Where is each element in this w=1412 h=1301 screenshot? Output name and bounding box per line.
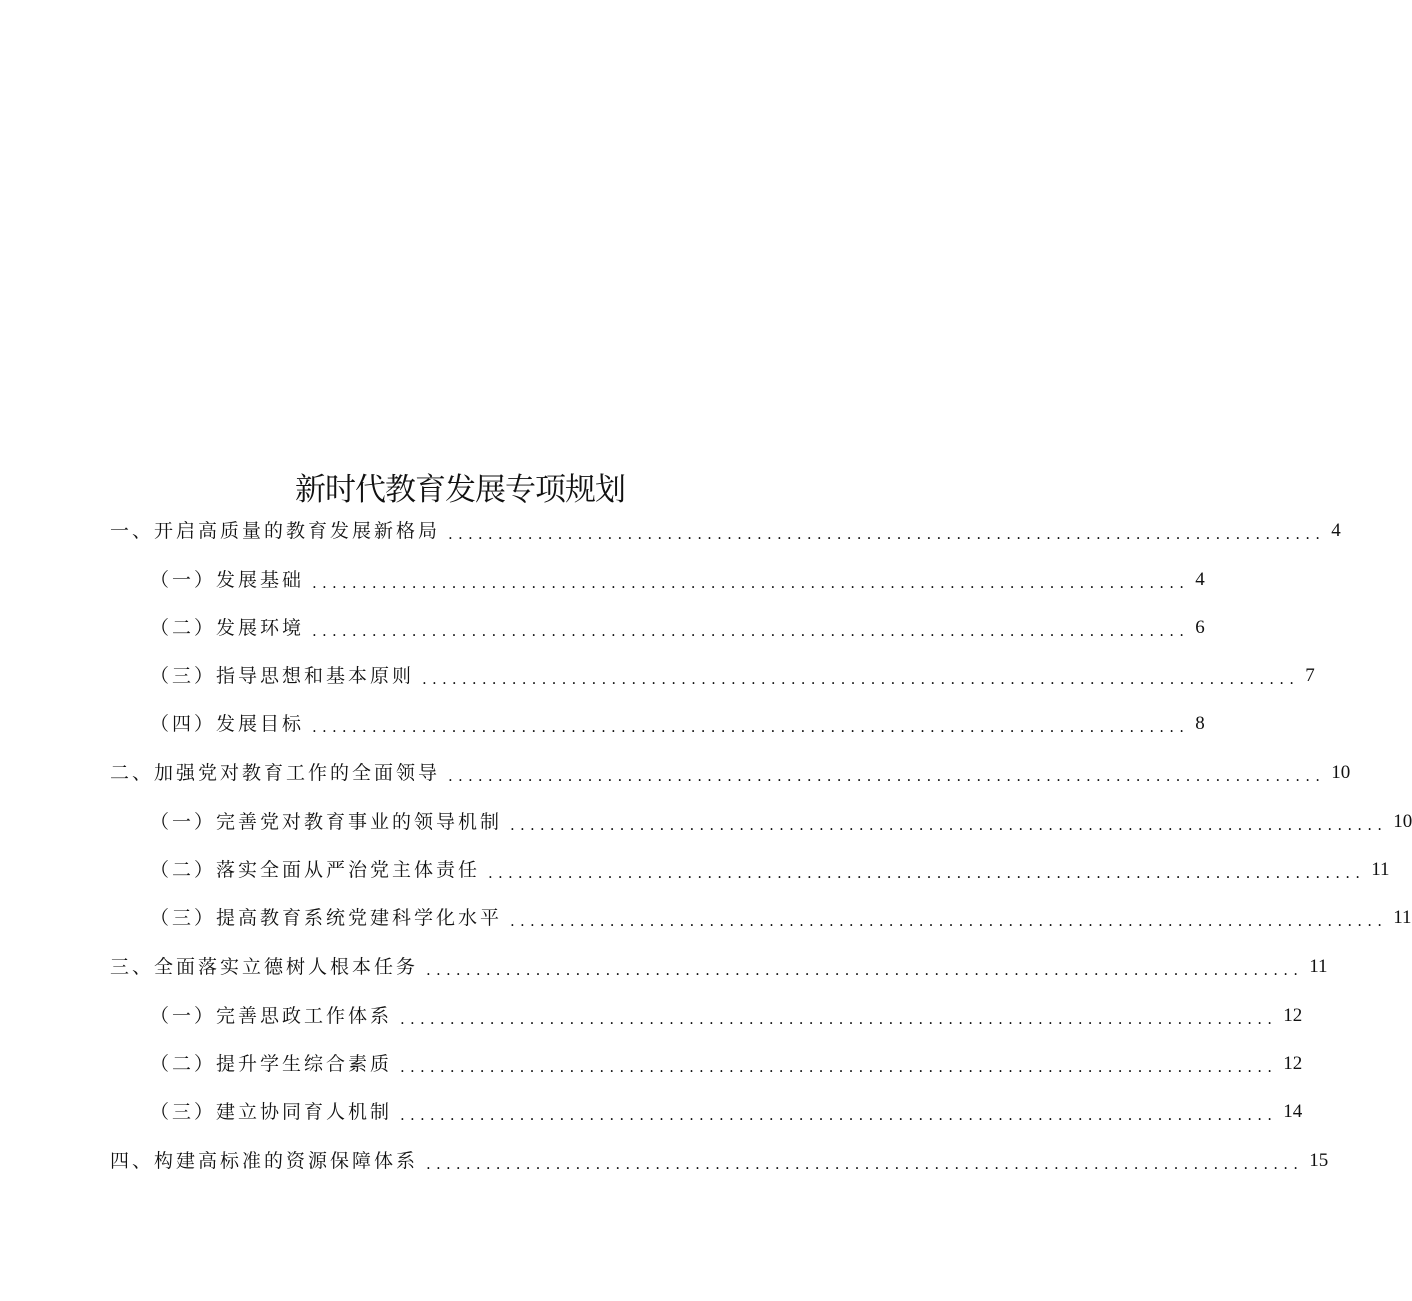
toc-dot-leader: ........................................................................................ [510,912,1388,930]
toc-dot-leader: ........................................................................................ [400,1106,1278,1124]
toc-entry-3-2[interactable] [150,1049,1303,1079]
toc-page-number: 10 [1331,762,1351,783]
toc-dot-leader: ........................................................................................ [312,622,1190,640]
toc-entry-2-3[interactable] [150,903,1412,933]
toc-dot-leader: ........................................................................................ [510,816,1388,834]
toc-entry-2-2[interactable] [150,855,1390,885]
toc-entry-3[interactable] [110,952,1328,982]
toc-entry-label: （三）提高教育系统党建科学化水平 [150,907,503,929]
toc-dot-leader: ........................................................................................ [312,718,1190,736]
toc-dot-leader: ........................................................................................ [488,864,1366,882]
toc-entry-label: （一）发展基础 [150,569,305,591]
toc-dot-leader: ........................................................................................ [426,961,1304,979]
toc-page-number: 14 [1283,1101,1303,1122]
toc-entry-label: 二、加强党对教育工作的全面领导 [110,762,441,784]
toc-dot-leader: ........................................................................................ [400,1010,1278,1028]
toc-page-number: 12 [1283,1053,1303,1074]
toc-dot-leader: ........................................................................................ [448,767,1326,785]
toc-entry-label: （一）完善党对教育事业的领导机制 [150,811,503,833]
toc-entry-1-4[interactable] [150,709,1205,739]
toc-page-number: 10 [1393,811,1412,832]
toc-entry-2[interactable] [110,758,1351,788]
toc-entry-label: （二）发展环境 [150,617,305,639]
toc-entry-label: （二）落实全面从严治党主体责任 [150,859,481,881]
toc-entry-label: （一）完善思政工作体系 [150,1005,393,1027]
toc-dot-leader: ........................................................................................ [400,1058,1278,1076]
toc-page-number: 4 [1331,520,1341,541]
toc-entry-4[interactable] [110,1146,1329,1176]
toc-page-number: 11 [1309,956,1328,977]
toc-page-number: 15 [1309,1150,1329,1171]
toc-page-number: 7 [1305,665,1315,686]
toc-entry-label: （三）指导思想和基本原则 [150,665,415,687]
toc-entry-2-1[interactable] [150,807,1412,837]
toc-entry-1-2[interactable] [150,613,1205,643]
toc-dot-leader: ........................................................................................ [426,1155,1304,1173]
toc-dot-leader: ........................................................................................ [422,670,1300,688]
toc-entry-3-3[interactable] [150,1097,1303,1127]
toc-dot-leader: ........................................................................................ [448,525,1326,543]
toc-entry-label: （二）提升学生综合素质 [150,1053,393,1075]
toc-dot-leader: ........................................................................................ [312,574,1190,592]
document-title: 新时代教育发展专项规划 [295,472,625,508]
toc-entry-1-3[interactable] [150,661,1315,691]
toc-page-number: 6 [1195,617,1205,638]
toc-entry-label: 三、全面落实立德树人根本任务 [110,956,419,978]
toc-page-number: 4 [1195,569,1205,590]
toc-page-number: 11 [1393,907,1412,928]
toc-entry-3-1[interactable] [150,1001,1303,1031]
toc-entry-label: 一、开启高质量的教育发展新格局 [110,520,441,542]
toc-entry-1[interactable] [110,516,1341,546]
toc-entry-label: （四）发展目标 [150,713,305,735]
toc-page-number: 11 [1371,859,1390,880]
toc-entry-label: （三）建立协同育人机制 [150,1101,393,1123]
toc-page-number: 8 [1195,713,1205,734]
toc-entry-1-1[interactable] [150,565,1205,595]
toc-entry-label: 四、构建高标准的资源保障体系 [110,1150,419,1172]
toc-page-number: 12 [1283,1005,1303,1026]
